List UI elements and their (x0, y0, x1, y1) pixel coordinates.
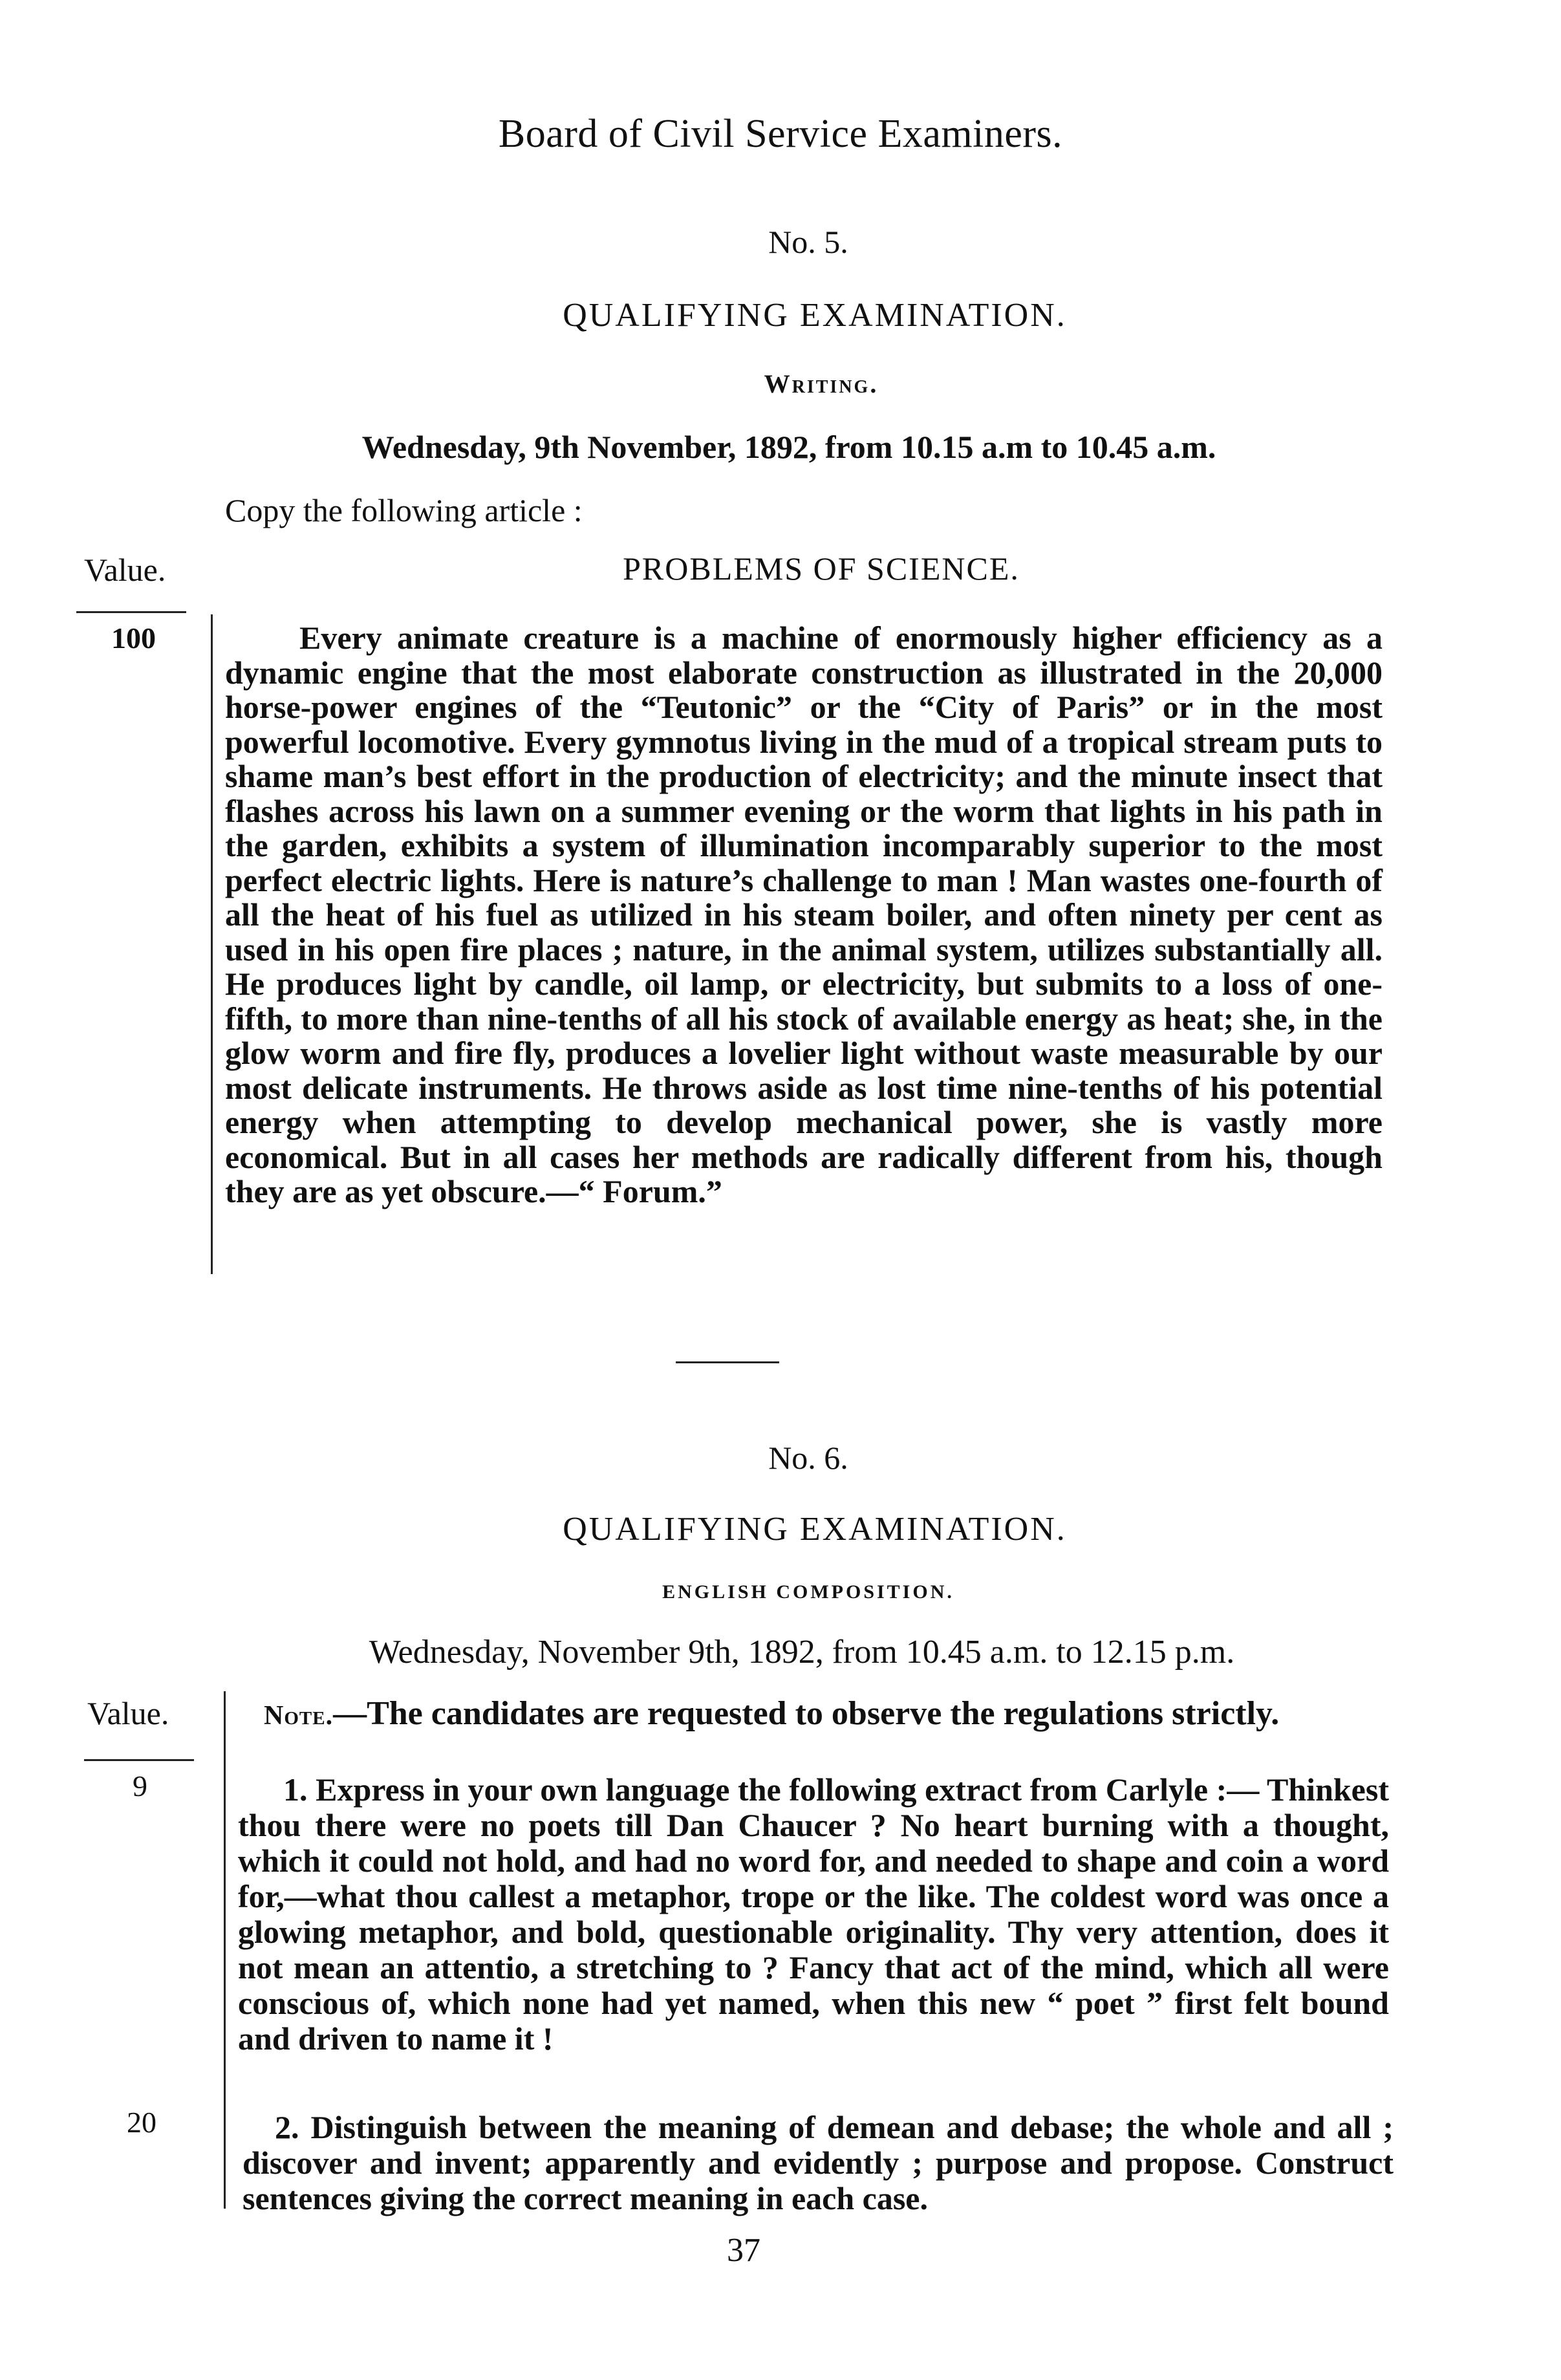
exam-title: QUALIFYING EXAMINATION. (563, 1511, 1067, 1548)
value-column-label: Value. (87, 1695, 169, 1731)
note-line (264, 1694, 1389, 1733)
section-number: No. 5. (768, 224, 848, 260)
value-divider (76, 611, 186, 613)
page-number: 37 (727, 2232, 760, 2269)
question-value: 9 (133, 1769, 147, 1802)
article-paragraph: Every animate creature is a machine of enormously higher efficiency as a dynamic engine that the most elaborate construction as illustrated in the 20,000 horse-power engines of the “Teutonic” or the “City of Paris” or in the most powerful locomotive. Every gymnotus living in the mud of a tropical stream puts to shame man’s best effort in the production of electricity; and the minute insect that flashes across his lawn on a summer evening or the worm that lights in his path in the garden, exhibits a system of illumination incomparably superior to the most perfect electric lights. Here is nature’s challenge to man ! Man wastes one-fourth of all the heat of his fuel as utilized in his steam boiler, and often ninety per cent as used in his open fire places ; nature, in the animal system, utilizes substantially all. He produces light by candle, oil lamp, or electricity, but submits to a loss of one-fifth, to more than nine-tenths of all his stock of available energy as heat; she, in the glow worm and fire fly, produces a lovelier light without waste measurable by our most delicate instruments. He throws aside as lost time nine-tenths of his potential energy when attempting to develop mechanical power, she is vastly more economical. But in all cases her methods are radically different from his, though they are as yet obscure.—“ Forum.” (225, 620, 1383, 1209)
question-value: 20 (127, 2106, 156, 2139)
question-2 (242, 2110, 1394, 2216)
instruction-text: Copy the following article : (225, 492, 583, 528)
margin-rule (211, 614, 213, 1274)
note-label: Note. (264, 1701, 334, 1731)
page-title: Board of Civil Service Examiners. (498, 112, 1063, 156)
margin-rule (224, 1691, 226, 2209)
note-text: —The candidates are requested to observe the regulations strictly. (333, 1695, 1280, 1732)
exam-subject: Writing. (764, 369, 879, 398)
exam-subject: ENGLISH COMPOSITION. (662, 1581, 954, 1603)
exam-title: QUALIFYING EXAMINATION. (563, 297, 1067, 334)
value-divider (84, 1759, 194, 1761)
article-title: PROBLEMS OF SCIENCE. (623, 550, 1020, 587)
section-separator (676, 1361, 779, 1363)
value-column-label: Value. (84, 552, 166, 588)
question-text: 2. Distinguish between the meaning of demean and debase; the whole and all ; discover and invent; apparently and evidently ; purpose and propose. Construct sentences giving the correct meaning in each case. (242, 2109, 1394, 2216)
article-value: 100 (111, 622, 156, 654)
exam-dateline: Wednesday, November 9th, 1892, from 10.45 a.m. to 12.15 p.m. (369, 1634, 1235, 1671)
exam-dateline: Wednesday, 9th November, 1892, from 10.15 a.m to 10.45 a.m. (361, 429, 1216, 465)
article-body (225, 621, 1383, 1209)
question-1 (238, 1772, 1389, 2057)
question-text: 1. Express in your own language the following extract from Carlyle :— Thinkest thou there were no poets till Dan Chaucer ? No heart burning with a thought, which it could not hold, and had no word for, and needed to shape and coin a word for,—what thou callest a metaphor, trope or the like. The coldest word was once a glowing metaphor, and bold, questionable originality. Thy very attention, does it not mean an attentio, a stretching to ? Fancy that act of the mind, which all were conscious of, which none had yet named, when this new “ poet ” first felt bound and driven to name it ! (238, 1771, 1389, 2057)
section-number: No. 6. (768, 1440, 848, 1476)
